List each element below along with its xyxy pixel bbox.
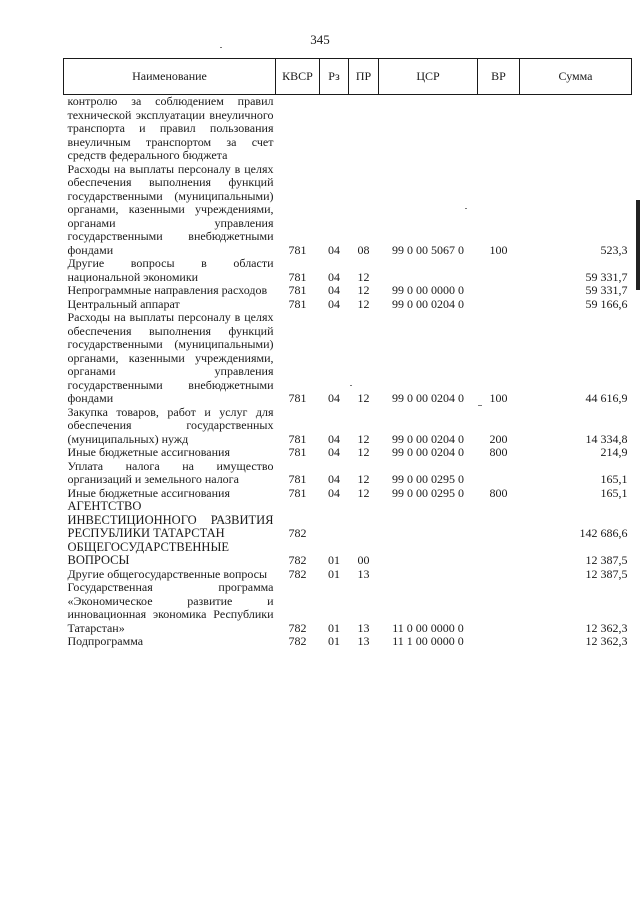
cell-rz: 01 bbox=[328, 566, 340, 581]
table-row bbox=[64, 257, 632, 284]
cell-pr bbox=[349, 500, 379, 541]
cell-vr bbox=[478, 581, 520, 635]
cell-kvsr: 782 bbox=[288, 620, 307, 635]
table-row bbox=[64, 446, 632, 460]
cell-kvsr: 781 bbox=[288, 485, 307, 500]
header-sum: Сумма bbox=[520, 59, 632, 95]
cell-rz: 04 bbox=[328, 283, 340, 297]
table-row bbox=[64, 406, 632, 447]
cell-pr: 13 bbox=[357, 620, 370, 635]
cell-sum: 12 387,5 bbox=[585, 566, 628, 581]
cell-pr: 12 bbox=[357, 485, 370, 500]
cell-pr: 12 bbox=[357, 391, 370, 405]
cell-kvsr bbox=[276, 95, 320, 163]
cell-name: АГЕНТСТВО ИНВЕСТИЦИОННОГО РАЗВИТИЯ РЕСПУБЛИКИ ТАТАРСТАН bbox=[67, 499, 274, 540]
cell-sum: 12 362,3 bbox=[585, 634, 628, 648]
page-number: 345 bbox=[310, 32, 330, 47]
cell-kvsr: 781 bbox=[288, 269, 307, 284]
cell-vr: 200 bbox=[489, 431, 508, 446]
cell-csr bbox=[379, 568, 478, 582]
cell-name: Расходы на выплаты персоналу в целях обеспечения выполнения функций государственными (муниципальными) органами, казенными учреждениями, органами управления государственными внебюджетными фондами bbox=[67, 161, 274, 257]
cell-sum: 12 362,3 bbox=[585, 620, 628, 635]
cell-name: Иные бюджетные ассигнования bbox=[67, 445, 230, 459]
cell-rz: 04 bbox=[328, 485, 340, 500]
cell-csr: 99 0 00 5067 0 bbox=[392, 242, 464, 257]
cell-csr: 99 0 00 0204 0 bbox=[392, 445, 464, 459]
cell-csr: 11 1 00 0000 0 bbox=[392, 634, 464, 648]
budget-table bbox=[63, 58, 632, 649]
cell-kvsr: 781 bbox=[288, 431, 307, 446]
cell-csr: 99 0 00 0204 0 bbox=[392, 431, 464, 446]
table-body bbox=[64, 95, 632, 649]
table-row bbox=[64, 163, 632, 258]
cell-pr: 08 bbox=[357, 242, 370, 257]
cell-vr: 800 bbox=[489, 485, 508, 500]
header-kvsr: КВСР bbox=[276, 59, 320, 95]
cell-csr: 99 0 00 0204 0 bbox=[392, 391, 464, 405]
table-header-row bbox=[64, 59, 632, 95]
cell-sum bbox=[520, 95, 632, 163]
cell-rz: 01 bbox=[328, 634, 340, 648]
cell-rz: 01 bbox=[328, 620, 340, 635]
cell-name: Расходы на выплаты персоналу в целях обеспечения выполнения функций государственными (муниципальными) органами, казенными учреждениями, органами управления государственными внебюджетными фондами bbox=[67, 310, 274, 405]
cell-vr bbox=[478, 541, 520, 568]
cell-rz bbox=[320, 95, 349, 163]
cell-kvsr: 782 bbox=[288, 634, 307, 648]
header-name: Наименование bbox=[64, 59, 276, 95]
table-row bbox=[64, 460, 632, 487]
cell-kvsr: 782 bbox=[288, 566, 307, 581]
cell-name: Центральный аппарат bbox=[67, 296, 180, 311]
table-row bbox=[64, 298, 632, 312]
cell-kvsr: 782 bbox=[288, 526, 307, 540]
cell-name: контролю за соблюдением правил технической эксплуатации внеуличного транспорта и правил пользования внеуличным транспортом за счет средств федерального бюджета bbox=[67, 94, 274, 162]
cell-kvsr: 782 bbox=[288, 553, 307, 567]
header-pr: ПР bbox=[349, 59, 379, 95]
header-rz: Рз bbox=[320, 59, 349, 95]
cell-pr: 00 bbox=[357, 553, 370, 567]
cell-sum: 12 387,5 bbox=[585, 553, 628, 567]
cell-name: Непрограммные направления расходов bbox=[67, 283, 268, 297]
cell-sum: 165,1 bbox=[600, 472, 628, 486]
cell-rz: 04 bbox=[328, 472, 340, 486]
header-csr: ЦСР bbox=[379, 59, 478, 95]
cell-pr: 13 bbox=[357, 566, 370, 581]
cell-name: Государственная программа «Экономическое развитие и инновационная экономика Республики Татарстан» bbox=[67, 580, 274, 635]
cell-vr bbox=[478, 500, 520, 541]
table-row bbox=[64, 487, 632, 501]
cell-vr bbox=[478, 460, 520, 487]
cell-csr bbox=[379, 541, 478, 568]
scan-edge-shadow bbox=[636, 200, 640, 290]
cell-kvsr: 781 bbox=[288, 296, 307, 311]
scan-speck bbox=[220, 47, 222, 48]
table-row bbox=[64, 541, 632, 568]
cell-rz: 04 bbox=[328, 296, 340, 311]
cell-kvsr: 781 bbox=[288, 472, 307, 486]
cell-pr bbox=[349, 95, 379, 163]
cell-pr: 12 bbox=[357, 431, 370, 446]
cell-csr: 99 0 00 0295 0 bbox=[392, 472, 464, 486]
cell-sum: 142 686,6 bbox=[579, 526, 628, 540]
cell-name: Уплата налога на имущество организаций и земельного налога bbox=[67, 458, 274, 486]
cell-pr: 12 bbox=[357, 269, 370, 284]
cell-kvsr: 781 bbox=[288, 283, 307, 297]
table-row bbox=[64, 568, 632, 582]
table-row bbox=[64, 500, 632, 541]
cell-pr: 12 bbox=[357, 283, 370, 297]
cell-vr: 100 bbox=[489, 242, 508, 257]
cell-csr bbox=[379, 257, 478, 284]
cell-csr: 11 0 00 0000 0 bbox=[392, 620, 464, 635]
cell-name: Подпрограмма bbox=[67, 634, 144, 648]
cell-rz: 04 bbox=[328, 445, 340, 459]
cell-name: Иные бюджетные ассигнования bbox=[67, 485, 230, 500]
cell-name: Закупка товаров, работ и услуг для обеспечения государственных (муниципальных) нужд bbox=[67, 404, 274, 446]
cell-csr bbox=[379, 500, 478, 541]
cell-rz: 01 bbox=[328, 553, 340, 567]
cell-pr: 12 bbox=[357, 472, 370, 486]
cell-sum: 59 331,7 bbox=[585, 269, 628, 284]
cell-pr: 12 bbox=[357, 296, 370, 311]
cell-vr bbox=[478, 635, 520, 649]
cell-name: Другие вопросы в области национальной экономики bbox=[67, 256, 274, 284]
cell-csr: 99 0 00 0295 0 bbox=[392, 485, 464, 500]
cell-vr: 800 bbox=[489, 445, 508, 459]
cell-csr: 99 0 00 0204 0 bbox=[392, 296, 464, 311]
cell-sum: 44 616,9 bbox=[585, 391, 628, 405]
cell-sum: 14 334,8 bbox=[585, 431, 628, 446]
cell-vr bbox=[478, 568, 520, 582]
cell-vr bbox=[478, 298, 520, 312]
cell-name: ОБЩЕГОСУДАРСТВЕННЫЕ ВОПРОСЫ bbox=[67, 539, 229, 567]
cell-rz: 04 bbox=[328, 391, 340, 405]
cell-sum: 523,3 bbox=[600, 242, 628, 257]
cell-kvsr: 781 bbox=[288, 445, 307, 459]
cell-sum: 165,1 bbox=[600, 485, 628, 500]
table-row bbox=[64, 581, 632, 635]
cell-kvsr: 781 bbox=[288, 391, 307, 405]
cell-rz: 04 bbox=[328, 269, 340, 284]
cell-sum: 59 166,6 bbox=[585, 296, 628, 311]
cell-pr: 13 bbox=[357, 634, 370, 648]
cell-vr bbox=[478, 95, 520, 163]
cell-rz bbox=[320, 500, 349, 541]
cell-rz: 04 bbox=[328, 242, 340, 257]
cell-name: Другие общегосударственные вопросы bbox=[67, 566, 268, 581]
cell-vr bbox=[478, 284, 520, 298]
cell-vr bbox=[478, 257, 520, 284]
table-row bbox=[64, 95, 632, 163]
header-vr: ВР bbox=[478, 59, 520, 95]
cell-csr bbox=[379, 95, 478, 163]
cell-sum: 59 331,7 bbox=[585, 283, 628, 297]
cell-sum: 214,9 bbox=[600, 445, 628, 459]
cell-rz: 04 bbox=[328, 431, 340, 446]
cell-vr: 100 bbox=[489, 391, 508, 405]
cell-kvsr: 781 bbox=[288, 242, 307, 257]
cell-csr: 99 0 00 0000 0 bbox=[392, 283, 464, 297]
table-row bbox=[64, 284, 632, 298]
table-row bbox=[64, 635, 632, 649]
table-row bbox=[64, 311, 632, 406]
cell-pr: 12 bbox=[357, 445, 370, 459]
